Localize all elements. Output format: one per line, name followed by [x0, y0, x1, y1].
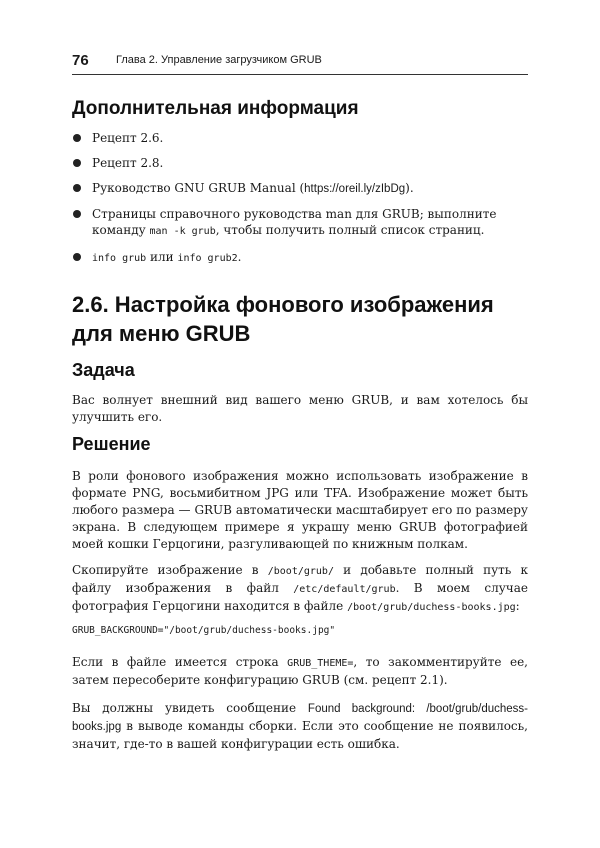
bullet-icon: [73, 134, 81, 142]
solution-paragraph-2: Скопируйте изображение в /boot/grub/ и добавьте полный путь к файлу изображения в файл /etc/default/grub. В моем случае фотография Герцогини находится в файле /boot/grub/duchess-books.jpg:: [72, 563, 528, 613]
task-heading: Задача: [72, 360, 135, 380]
info-section-title: Дополнительная информация: [72, 98, 359, 119]
inline-code: info grub2: [177, 253, 238, 264]
solution-paragraph-3: Если в файле имеется строка GRUB_THEME=, то закомментируйте ее, затем пересоберите конфигурацию GRUB (см. рецепт 2.1).: [72, 655, 528, 687]
bullet-icon: [73, 253, 81, 261]
section-title: 2.6. Настройка фонового изображения для меню GRUB: [72, 292, 494, 346]
list-item: info grub или info grub2.: [72, 249, 528, 267]
solution-paragraph-4: Вы должны увидеть сообщение Found background: /boot/grub/duchess-books.jpg в выводе команды сборки. Если это сообщение не появилось, значит, где-то в вашей конфигурации есть ошибка.: [72, 701, 528, 751]
list-item: Страницы справочного руководства man для GRUB; выполните команду man -k grub, чтобы получить полный список страниц.: [72, 206, 528, 240]
output-message: Found background: /boot/grub/duchess-books.jpg: [72, 703, 528, 733]
list-item: Руководство GNU GRUB Manual (https://oreil.ly/zIbDg).: [72, 180, 528, 197]
chapter-title: Глава 2. Управление загрузчиком GRUB: [116, 54, 322, 66]
bullet-icon: [73, 210, 81, 218]
solution-heading: Решение: [72, 434, 151, 454]
inline-code: GRUB_THEME=: [287, 658, 354, 669]
bullet-icon: [73, 159, 81, 167]
info-list: [72, 130, 528, 276]
inline-code: /boot/grub/duchess-books.jpg: [347, 602, 516, 613]
page-number: 76: [72, 52, 89, 69]
inline-code: man -k grub: [149, 226, 216, 237]
inline-code: /etc/default/grub: [293, 584, 396, 595]
bullet-icon: [73, 184, 81, 192]
code-block: GRUB_BACKGROUND="/boot/grub/duchess-books.jpg": [72, 625, 336, 636]
list-item: Рецепт 2.6.: [72, 130, 528, 146]
manual-link[interactable]: https://oreil.ly/zIbDg: [304, 183, 406, 195]
task-text: Вас волнует внешний вид вашего меню GRUB, и вам хотелось бы улучшить его.: [72, 393, 528, 424]
inline-code: info grub: [92, 253, 147, 264]
list-item: Рецепт 2.8.: [72, 155, 528, 171]
solution-paragraph-1: В роли фонового изображения можно использовать изображение в формате PNG, восьмибитном JPG или TFA. Изображение может быть любого размера — GRUB автоматически масштабирует его по размеру экрана. В следующем примере я украшу меню GRUB фотографией моей кошки Герцогини, разгуливающей по книжным полкам.: [72, 469, 528, 551]
inline-code: /boot/grub/: [267, 566, 334, 577]
header-divider: [72, 74, 528, 75]
page-header: [72, 52, 528, 72]
